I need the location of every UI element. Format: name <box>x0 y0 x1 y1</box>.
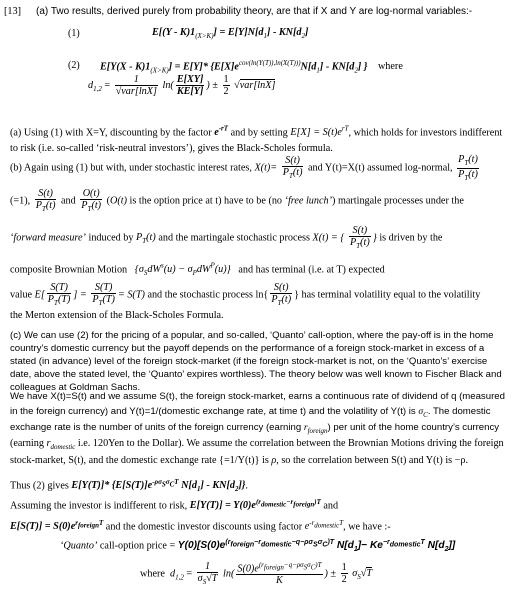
thus-line: Thus (2) gives E[Y(T)]* {$E[S(T)]e^{-\rho\sigma_S\sigma_CT}$ $N[d_1] - KN[d_2]$}. <box>10 478 248 494</box>
part-b-line-4: composite Brownian Motion $\{\sigma_SdW^s(u) - \sigma_PdW^P(u)\}$ and has terminal (i.e. at T) expected <box>10 262 385 278</box>
part-b-line-3: ‘forward measure’ induced by $P_T(t)$ and the martingale stochastic process X(t) = { $\frac{S(t)}{P_T(t)}$ } is driven by the <box>10 225 443 251</box>
part-b-line-2: (=1), $\frac{S(t)}{P_T(t)}$ and $\frac{O(t)}{P_T(t)}$ (O(t) is the option price at t) have to be (no ‘free lunch’) martingale processes under the <box>10 188 464 214</box>
part-c-paragraph-1: (c) We can use (2) for the pricing of a popular, and so-called, ‘Quanto’ call-option, where the pay-off is in the home country’s domestic currency but the payoff depends on the performance of a foreign stock-market in excess of a stated (in advance) level of the foreign stock-market (if the foreign stock-market is not, on the ‘Quanto’s’ exercise date, above the stated level, the ‘Quanto’ expires worthless). The theory below was well known to Fischer Black and colleagues at Goldman Sachs. <box>10 330 502 393</box>
part-b-line-6: the Merton extension of the Black-Scholes Formula. <box>10 310 224 321</box>
part-b-line-5: value E[ $\frac{S(T)}{P_T(T)}$ ] = $\frac{S(T)}{P_T(T)}$ = S(T) and the stochastic process ln{ $\frac{S(t)}{P_T(t)}$ } has terminal volatility equal to the volatility <box>10 282 481 308</box>
equation-1: $E[(Y - K)1_{(X>K)}] = E[Y]N[d_1] - KN[d_2]$ <box>152 27 309 41</box>
part-c-paragraph-3: (earning $r_{domestic}$ i.e. 120Yen to the Dollar). We assume the correlation between the Brownian Motions driving the foreign stock-market, S(t), and the domestic exchange rate {=1/Y(t)} is ρ, so the correlation between S(t) and Y(t) is −ρ. <box>10 438 504 467</box>
equation-2: $E[Y(X - K)1_{(X>K)}] = E[Y]*$ {$E[X]e^{cov(ln(Y(T)),ln(X(T)))}N[d_1] - KN[d_2]$ } where <box>100 59 403 75</box>
part-b-line-1: (b) Again using (1) but with, under stochastic interest rates, X(t)= $\frac{S(t)}{P_T(t)}$ and Y(t)=X(t) assumed log-normal, $\frac{P_T(t)}{P_T(t)}$ <box>10 154 478 182</box>
quanto-price-label: ‘Quanto’ <box>60 540 98 552</box>
d12-formula: $d_{1,2}$ = $\frac{1}{\text{√var[lnX]}}$ ln( $\frac{E[XY]}{KE[Y]}$ ) ± $\frac{1}{2}$ √var[lnX] <box>88 74 276 98</box>
where-label-1: where <box>377 61 403 73</box>
es-line: $E[S(T)] = S(0)e^{r_{foreign}T}$ and the domestic investor discounts using factor $e^{-r_{domestic}T}$, we have :- <box>10 519 391 533</box>
quanto-price-line: ‘Quanto’ call-option price = $Y(0)[S(0)e^{(r_{foreign}-r_{domestic}-q-\rho\sigma_S\sigma_C)T}$ $N[d_1]- Ke^{-r_{domestic}T}$ $N[d_2]$] <box>60 539 456 554</box>
part-a-intro: (a) Two results, derived purely from probability theory, are that if X and Y are log-normal variables:- <box>36 6 473 17</box>
part-a-paragraph: (a) Using (1) with X=Y, discounting by the factor $e^{-rT}$ and by setting $E[X] = S(t)e^{rT}$, which holds for investors indifferent to risk (i.e. so-called ‘risk-neutral investors’), gives the Black-Scholes formula. <box>10 125 503 154</box>
assume-line: Assuming the investor is indifferent to risk, $E[Y(T)] = Y(0)e^{(r_{domestic}-r_{foreign})T}$ and <box>10 498 339 512</box>
where-label-2: where <box>140 568 165 580</box>
equation-2-label: (2) <box>68 60 80 71</box>
d12-final-formula: where $d_{1,2}$ = $\frac{1}{\sigma_S√T}$ ln( $\frac{S(0)e^{(r_{foreign}-q-\rho\sigma_S\sigma_C)T}}{K}$ ) ± $\frac{1}{2}$ $\sigma_S√T$ <box>140 560 373 587</box>
question-number: [13] <box>4 6 21 17</box>
part-c-paragraph-2: We have X(t)=S(t) and we assume S(t), the foreign stock-market, earns a continuous rate of dividend of q (measured in the foreign currency) and Y(t)=1/(domestic exchange rate, at time t) and the volatility of Y(t) is $\sigma_C$. The domestic exchange rate is the number of units of the foreign currency (earning $r_{foreign}$) per unit of the home country’s currency <box>10 391 505 435</box>
equation-1-label: (1) <box>68 28 80 39</box>
